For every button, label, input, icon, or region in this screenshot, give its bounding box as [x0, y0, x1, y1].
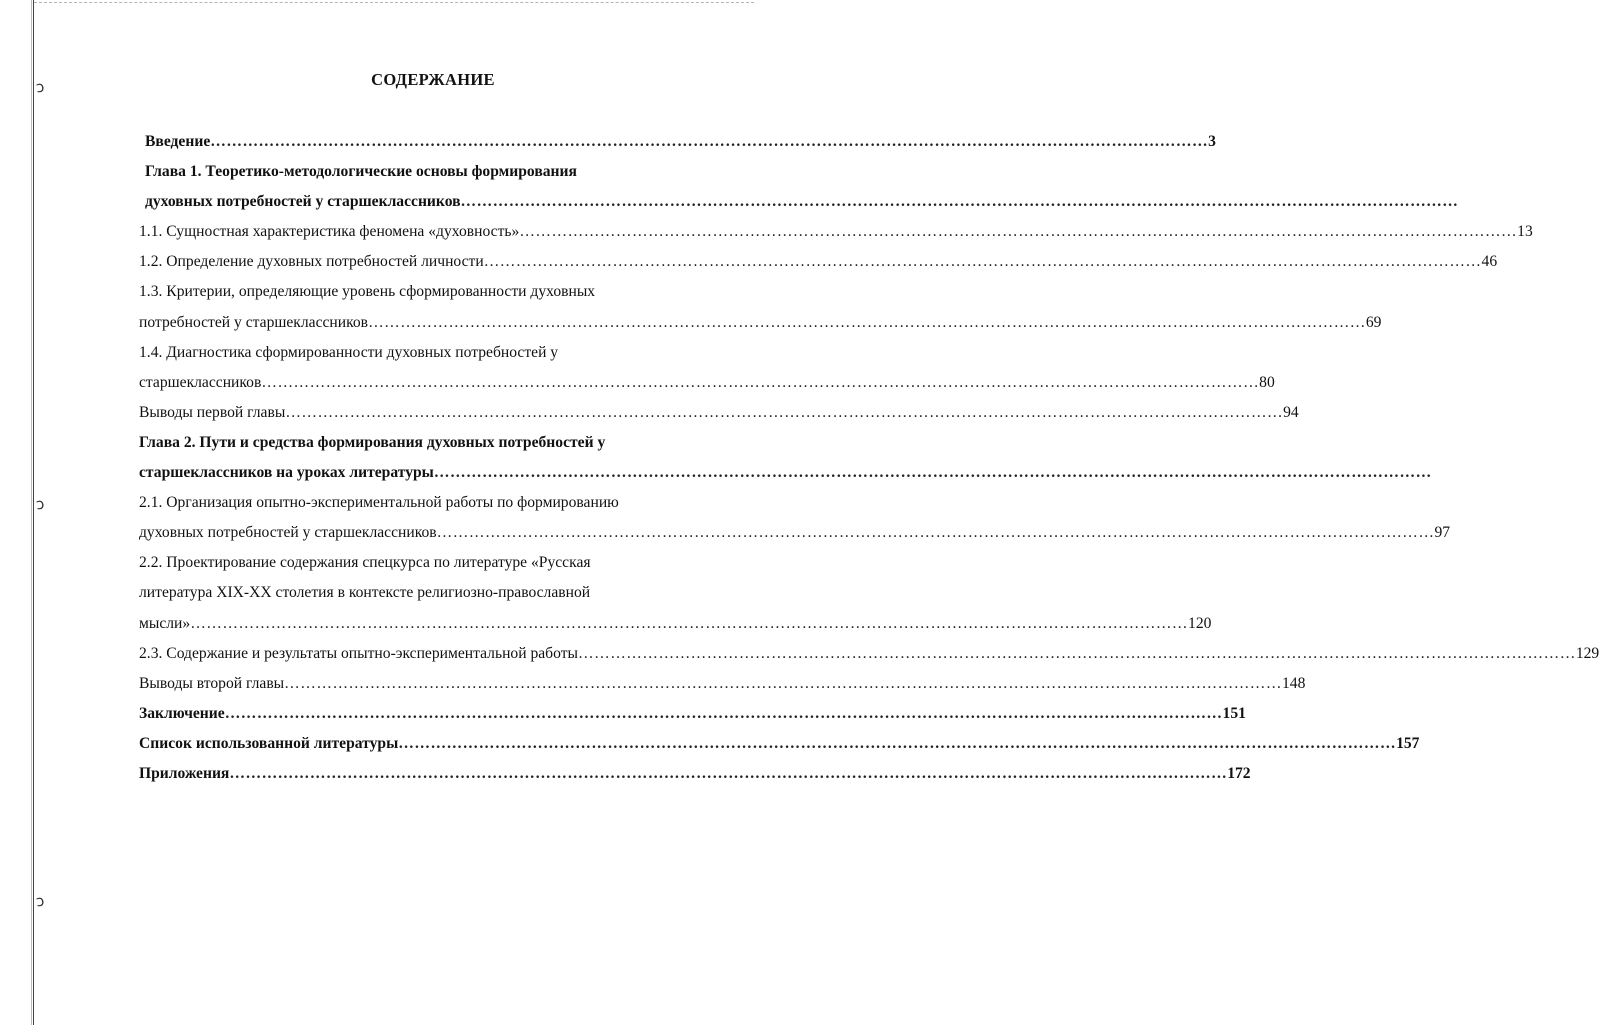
toc-leader-dots: …………………………………………………………………………………………………………………………………………………………………… — [483, 253, 1482, 271]
binding-hole-mark-icon: ↄ — [34, 77, 46, 97]
toc-entry-label: 2.1. Организация опытно-экспериментальной работы по формированию — [139, 494, 619, 512]
toc-leader-dots: …………………………………………………………………………………………………………………………………………………………………… — [436, 524, 1435, 542]
toc-page-number: 172 — [1227, 764, 1251, 782]
toc-entry-section-1-4-cont[interactable] — [139, 368, 1275, 398]
toc-entry-label: Введение — [145, 133, 211, 150]
toc-entry-label: 1.4. Диагностика сформированности духовных потребностей у — [139, 343, 559, 361]
toc-entry-bibliography[interactable] — [139, 729, 1420, 759]
toc-leader-dots: …………………………………………………………………………………………………………………………………………………………………… — [578, 644, 1576, 662]
toc-page-number: 129 — [1575, 644, 1599, 662]
toc-entry-label: 1.3. Критерии, определяющие уровень сформированности духовных — [139, 283, 596, 301]
toc-page-number: 3 — [1208, 133, 1216, 150]
toc-leader-dots: …………………………………………………………………………………………………………………………………………………………………… — [285, 403, 1284, 421]
toc-entry-label: литература XIX-XX столетия в контексте религиозно-православной — [139, 584, 591, 602]
toc-entry-label: 1.2. Определение духовных потребностей личности — [139, 253, 484, 271]
toc-entry-label: мысли» — [139, 614, 191, 632]
toc-entry-introduction[interactable] — [139, 127, 1216, 157]
toc-leader-dots: …………………………………………………………………………………………………………………………………………………………………… — [519, 223, 1518, 241]
toc-entry-chapter-1-conclusions[interactable] — [139, 398, 1299, 428]
toc-entry-label: 2.2. Проектирование содержания спецкурса по литературе «Русская — [139, 554, 591, 572]
toc-entry-chapter-2-conclusions[interactable] — [139, 669, 1306, 699]
scan-edge-left — [33, 0, 34, 1025]
toc-leader-dots: …………………………………………………………………………………………………………………………………………………………………… — [229, 764, 1228, 782]
toc-entry-chapter-2-cont[interactable] — [139, 458, 1432, 488]
toc-page-number: 97 — [1434, 524, 1451, 542]
toc-entry-section-2-3[interactable] — [139, 639, 1599, 669]
toc-page-number: 80 — [1259, 373, 1275, 391]
toc-entry-label: старшеклассников на уроках литературы — [139, 464, 434, 482]
toc-entry-label: духовных потребностей у старшеклассников — [139, 524, 437, 542]
toc-entry-section-1-3-cont[interactable] — [139, 308, 1382, 338]
toc-entry-appendices[interactable] — [139, 759, 1251, 789]
toc-page-number: 157 — [1396, 734, 1420, 752]
toc-entry-section-1-4[interactable] — [139, 338, 729, 368]
toc-page-number: 148 — [1281, 674, 1306, 692]
toc-entry-chapter-1-cont[interactable] — [139, 187, 1459, 217]
toc-entry-section-1-2[interactable] — [139, 247, 1498, 277]
page-title: СОДЕРЖАНИЕ — [371, 70, 495, 89]
toc-entry-label: потребностей у старшеклассников — [139, 313, 369, 331]
toc-page-number: 120 — [1188, 614, 1212, 632]
toc-entry-chapter-2[interactable] — [139, 428, 729, 458]
toc-entry-section-2-1[interactable] — [139, 488, 729, 518]
toc-leader-dots: …………………………………………………………………………………………………………………………………………………………………… — [284, 674, 1282, 692]
toc-leader-dots: …………………………………………………………………………………………………………………………………………………………………… — [190, 614, 1189, 632]
toc-entry-chapter-1[interactable] — [139, 157, 729, 187]
binding-hole-mark-icon: ↄ — [34, 891, 46, 911]
toc-entry-label: старшеклассников — [139, 373, 262, 391]
toc-leader-dots: …………………………………………………………………………………………………………………………………………………………………… — [433, 464, 1432, 482]
toc-entry-conclusion[interactable] — [139, 699, 1246, 729]
toc-entry-section-2-1-cont[interactable] — [139, 518, 1451, 548]
toc-page-number: 46 — [1481, 253, 1498, 271]
toc-entry-label: 2.3. Содержание и результаты опытно-экспериментальной работы — [139, 644, 578, 662]
toc-page-number: 151 — [1222, 704, 1246, 722]
toc-page-number: 94 — [1283, 403, 1299, 421]
toc-entry-label: Глава 1. Теоретико-методологические основы формирования — [145, 163, 577, 181]
table-of-contents — [139, 127, 1599, 789]
toc-entry-label: Выводы первой главы — [139, 403, 286, 421]
toc-entry-label: духовных потребностей у старшеклассников — [145, 193, 461, 211]
toc-leader-dots: …………………………………………………………………………………………………………………………………………………………………… — [210, 133, 1209, 150]
toc-page-number: 69 — [1365, 313, 1382, 331]
toc-entry-section-1-3[interactable] — [139, 277, 729, 307]
toc-leader-dots: …………………………………………………………………………………………………………………………………………………………………… — [261, 373, 1260, 391]
toc-leader-dots: …………………………………………………………………………………………………………………………………………………………………… — [368, 313, 1366, 331]
toc-leader-dots: …………………………………………………………………………………………………………………………………………………………………… — [224, 704, 1223, 722]
toc-entry-section-2-2[interactable] — [139, 548, 729, 578]
toc-entry-section-1-1[interactable] — [139, 217, 1533, 247]
toc-leader-dots: …………………………………………………………………………………………………………………………………………………………………… — [460, 193, 1459, 211]
toc-page-number: 13 — [1517, 223, 1533, 241]
toc-entry-label: Приложения — [139, 764, 230, 782]
toc-entry-label: Глава 2. Пути и средства формирования духовных потребностей у — [139, 433, 606, 451]
toc-entry-label: 1.1. Сущностная характеристика феномена «духовность» — [139, 223, 520, 241]
toc-leader-dots: …………………………………………………………………………………………………………………………………………………………………… — [398, 734, 1397, 752]
binding-hole-mark-icon: ↄ — [34, 494, 46, 514]
toc-entry-section-2-2-end[interactable] — [139, 609, 1212, 639]
toc-entry-label: Выводы второй главы — [139, 674, 285, 692]
toc-entry-label: Список использованной литературы — [139, 734, 399, 752]
scan-edge-left-light — [31, 0, 32, 1025]
scan-edge-top — [34, 2, 754, 3]
toc-entry-label: Заключение — [139, 704, 225, 722]
toc-entry-section-2-2-cont[interactable] — [139, 578, 729, 608]
